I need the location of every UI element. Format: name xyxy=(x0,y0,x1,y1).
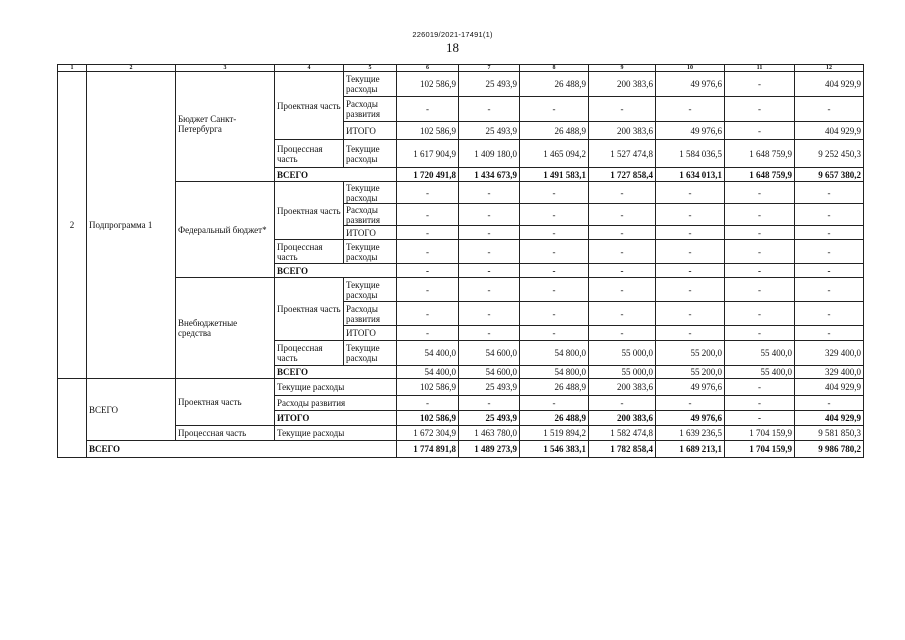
value-cell: - xyxy=(725,411,795,426)
value-cell: - xyxy=(725,97,795,122)
itogo-label: ИТОГО xyxy=(275,411,397,426)
value-cell: 9 581 850,3 xyxy=(795,426,864,441)
value-cell: 404 929,9 xyxy=(795,122,864,140)
row-number: 2 xyxy=(58,72,87,379)
value-cell: 1 582 474,8 xyxy=(589,426,656,441)
value-cell: - xyxy=(725,182,795,204)
value-cell: - xyxy=(656,326,725,341)
value-cell: - xyxy=(725,396,795,411)
itogo-label: ИТОГО xyxy=(344,122,397,140)
value-cell: 1 434 673,9 xyxy=(459,168,520,182)
value-cell: 1 648 759,9 xyxy=(725,140,795,168)
itogo-label: ИТОГО xyxy=(344,326,397,341)
value-cell: 49 976,6 xyxy=(656,379,725,396)
value-cell: 1 546 383,1 xyxy=(520,441,589,458)
value-cell: - xyxy=(397,278,459,302)
value-cell: - xyxy=(520,240,589,264)
value-cell: 1 409 180,0 xyxy=(459,140,520,168)
vsego-label: ВСЕГО xyxy=(275,366,397,379)
value-cell: - xyxy=(520,226,589,240)
value-cell: - xyxy=(397,204,459,226)
value-cell: - xyxy=(795,302,864,326)
page-number: 18 xyxy=(446,40,459,55)
value-cell: 26 488,9 xyxy=(520,72,589,97)
value-cell: - xyxy=(520,396,589,411)
value-cell: 9 657 380,2 xyxy=(795,168,864,182)
value-cell: - xyxy=(520,264,589,278)
funding-source-spb: Бюджет Санкт-Петербурга xyxy=(176,72,275,182)
vsego-label: ВСЕГО xyxy=(275,168,397,182)
expense-type-label: Расходы развития xyxy=(275,396,397,411)
value-cell: 200 383,6 xyxy=(589,379,656,396)
value-cell: 54 400,0 xyxy=(397,366,459,379)
value-cell: - xyxy=(795,240,864,264)
value-cell: - xyxy=(656,182,725,204)
value-cell: - xyxy=(795,326,864,341)
value-cell: - xyxy=(589,240,656,264)
column-number: 1 xyxy=(58,65,87,72)
value-cell: - xyxy=(459,302,520,326)
value-cell: - xyxy=(397,264,459,278)
column-number: 4 xyxy=(275,65,344,72)
value-cell: - xyxy=(795,97,864,122)
value-cell: 55 200,0 xyxy=(656,366,725,379)
column-number: 8 xyxy=(520,65,589,72)
value-cell: - xyxy=(725,379,795,396)
value-cell: - xyxy=(589,226,656,240)
value-cell: - xyxy=(725,278,795,302)
value-cell: 200 383,6 xyxy=(589,122,656,140)
value-cell: - xyxy=(397,226,459,240)
value-cell: - xyxy=(725,264,795,278)
expense-type-label: Текущие расходы xyxy=(275,426,397,441)
value-cell: 26 488,9 xyxy=(520,411,589,426)
value-cell: 1 727 858,4 xyxy=(589,168,656,182)
value-cell: 55 400,0 xyxy=(725,366,795,379)
value-cell: - xyxy=(656,204,725,226)
part-label: Проектная часть xyxy=(275,182,344,240)
expense-type-label: Текущие расходы xyxy=(344,140,397,168)
value-cell: 102 586,9 xyxy=(397,72,459,97)
value-cell: - xyxy=(459,326,520,341)
column-number-row xyxy=(58,65,864,72)
value-cell: 54 600,0 xyxy=(459,341,520,366)
value-cell: 200 383,6 xyxy=(589,411,656,426)
value-cell: - xyxy=(459,204,520,226)
value-cell: - xyxy=(459,278,520,302)
value-cell: - xyxy=(589,326,656,341)
value-cell: 9 986 780,2 xyxy=(795,441,864,458)
value-cell: - xyxy=(795,278,864,302)
value-cell: - xyxy=(656,302,725,326)
value-cell: - xyxy=(589,182,656,204)
table-row xyxy=(58,278,864,302)
total-block-label: ВСЕГО xyxy=(87,379,176,441)
value-cell: 49 976,6 xyxy=(656,122,725,140)
expense-type-label: Текущие расходы xyxy=(344,278,397,302)
funding-source-extrabudgetary: Внебюджетные средства xyxy=(176,278,275,379)
value-cell: 1 774 891,8 xyxy=(397,441,459,458)
part-label: Процессная часть xyxy=(275,240,344,264)
value-cell: 404 929,9 xyxy=(795,411,864,426)
value-cell: - xyxy=(459,240,520,264)
value-cell: 1 463 780,0 xyxy=(459,426,520,441)
value-cell: 1 704 159,9 xyxy=(725,441,795,458)
value-cell: 54 800,0 xyxy=(520,341,589,366)
value-cell: 1 689 213,1 xyxy=(656,441,725,458)
value-cell: - xyxy=(459,182,520,204)
value-cell: 25 493,9 xyxy=(459,379,520,396)
value-cell: 1 491 583,1 xyxy=(520,168,589,182)
value-cell: - xyxy=(520,97,589,122)
value-cell: - xyxy=(459,226,520,240)
value-cell: 26 488,9 xyxy=(520,122,589,140)
value-cell: 54 400,0 xyxy=(397,341,459,366)
part-label: Процессная часть xyxy=(275,341,344,366)
subprogram-label: Подпрограмма 1 xyxy=(87,72,176,379)
value-cell: 329 400,0 xyxy=(795,341,864,366)
vsego-label: ВСЕГО xyxy=(275,264,397,278)
value-cell: 102 586,9 xyxy=(397,379,459,396)
value-cell: 55 000,0 xyxy=(589,366,656,379)
column-number: 9 xyxy=(589,65,656,72)
funding-source-federal: Федеральный бюджет* xyxy=(176,182,275,278)
value-cell: - xyxy=(795,204,864,226)
value-cell: - xyxy=(520,182,589,204)
part-label: Проектная часть xyxy=(176,379,275,426)
value-cell: 102 586,9 xyxy=(397,411,459,426)
value-cell: - xyxy=(656,278,725,302)
value-cell: 1 465 094,2 xyxy=(520,140,589,168)
value-cell: - xyxy=(459,97,520,122)
value-cell: - xyxy=(795,264,864,278)
value-cell: - xyxy=(589,204,656,226)
value-cell: 1 720 491,8 xyxy=(397,168,459,182)
value-cell: 1 639 236,5 xyxy=(656,426,725,441)
column-number: 7 xyxy=(459,65,520,72)
column-number: 6 xyxy=(397,65,459,72)
expense-type-label: Текущие расходы xyxy=(344,240,397,264)
value-cell: 55 400,0 xyxy=(725,341,795,366)
value-cell: - xyxy=(397,240,459,264)
value-cell: - xyxy=(397,302,459,326)
value-cell: - xyxy=(397,396,459,411)
value-cell: 49 976,6 xyxy=(656,411,725,426)
table-row xyxy=(58,379,864,396)
value-cell: 25 493,9 xyxy=(459,411,520,426)
value-cell: - xyxy=(589,97,656,122)
value-cell: 1 672 304,9 xyxy=(397,426,459,441)
value-cell: 1 527 474,8 xyxy=(589,140,656,168)
value-cell: 1 704 159,9 xyxy=(725,426,795,441)
value-cell: 1 648 759,9 xyxy=(725,168,795,182)
value-cell: 26 488,9 xyxy=(520,379,589,396)
column-number: 3 xyxy=(176,65,275,72)
row-number-empty xyxy=(58,379,87,458)
value-cell: - xyxy=(397,97,459,122)
value-cell: - xyxy=(656,264,725,278)
value-cell: - xyxy=(589,302,656,326)
table-row xyxy=(58,72,864,97)
value-cell: - xyxy=(589,278,656,302)
value-cell: - xyxy=(725,122,795,140)
expense-type-label: Текущие расходы xyxy=(344,182,397,204)
part-label: Проектная часть xyxy=(275,278,344,341)
value-cell: - xyxy=(520,278,589,302)
expense-type-label: Расходы развития xyxy=(344,204,397,226)
itogo-label: ИТОГО xyxy=(344,226,397,240)
expense-type-label: Расходы развития xyxy=(344,302,397,326)
value-cell: - xyxy=(725,72,795,97)
value-cell: - xyxy=(589,396,656,411)
value-cell: - xyxy=(397,182,459,204)
column-number: 10 xyxy=(656,65,725,72)
value-cell: - xyxy=(725,240,795,264)
value-cell: 1 634 013,1 xyxy=(656,168,725,182)
column-number: 5 xyxy=(344,65,397,72)
value-cell: - xyxy=(656,240,725,264)
value-cell: - xyxy=(656,226,725,240)
value-cell: 54 600,0 xyxy=(459,366,520,379)
value-cell: - xyxy=(725,302,795,326)
value-cell: - xyxy=(397,326,459,341)
table-row xyxy=(58,426,864,441)
value-cell: 9 252 450,3 xyxy=(795,140,864,168)
value-cell: 404 929,9 xyxy=(795,72,864,97)
expense-type-label: Расходы развития xyxy=(344,97,397,122)
value-cell: 1 584 036,5 xyxy=(656,140,725,168)
value-cell: 49 976,6 xyxy=(656,72,725,97)
value-cell: - xyxy=(656,396,725,411)
value-cell: 404 929,9 xyxy=(795,379,864,396)
value-cell: - xyxy=(795,182,864,204)
value-cell: 1 519 894,2 xyxy=(520,426,589,441)
value-cell: 102 586,9 xyxy=(397,122,459,140)
expense-type-label: Текущие расходы xyxy=(344,72,397,97)
value-cell: - xyxy=(520,302,589,326)
value-cell: - xyxy=(795,396,864,411)
part-label: Процессная часть xyxy=(176,426,275,441)
part-label: Процессная часть xyxy=(275,140,344,168)
budget-table xyxy=(57,64,864,458)
column-number: 12 xyxy=(795,65,864,72)
value-cell: 55 000,0 xyxy=(589,341,656,366)
value-cell: - xyxy=(520,204,589,226)
expense-type-label: Текущие расходы xyxy=(344,341,397,366)
value-cell: 25 493,9 xyxy=(459,72,520,97)
value-cell: - xyxy=(795,226,864,240)
value-cell: - xyxy=(520,326,589,341)
value-cell: 54 800,0 xyxy=(520,366,589,379)
vsego-label: ВСЕГО xyxy=(87,441,397,458)
value-cell: 1 617 904,9 xyxy=(397,140,459,168)
table-row xyxy=(58,182,864,204)
value-cell: 1 782 858,4 xyxy=(589,441,656,458)
column-number: 11 xyxy=(725,65,795,72)
value-cell: 329 400,0 xyxy=(795,366,864,379)
value-cell: 1 489 273,9 xyxy=(459,441,520,458)
value-cell: - xyxy=(459,396,520,411)
value-cell: - xyxy=(725,326,795,341)
value-cell: - xyxy=(725,204,795,226)
value-cell: - xyxy=(656,97,725,122)
document-id: 226019/2021-17491(1) xyxy=(412,30,493,39)
table-row-grand-total xyxy=(58,441,864,458)
value-cell: - xyxy=(459,264,520,278)
value-cell: 55 200,0 xyxy=(656,341,725,366)
expense-type-label: Текущие расходы xyxy=(275,379,397,396)
value-cell: 200 383,6 xyxy=(589,72,656,97)
part-label: Проектная часть xyxy=(275,72,344,140)
column-number: 2 xyxy=(87,65,176,72)
value-cell: 25 493,9 xyxy=(459,122,520,140)
value-cell: - xyxy=(589,264,656,278)
value-cell: - xyxy=(725,226,795,240)
